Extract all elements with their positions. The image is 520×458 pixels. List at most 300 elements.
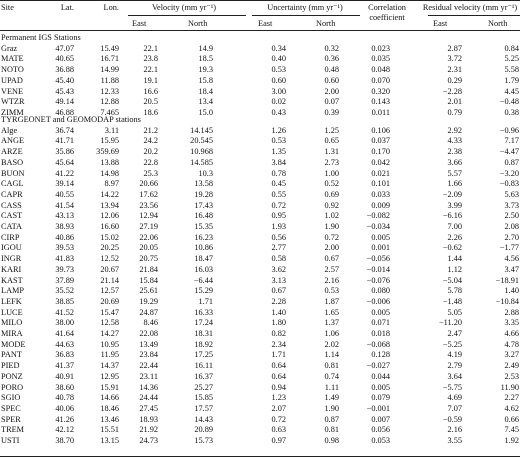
cell-lat: 35.86 bbox=[55, 147, 74, 157]
cell-site: NOTO bbox=[1, 65, 24, 75]
cell-velocity-north: 14.145 bbox=[190, 125, 213, 135]
header-uncertainty: Uncertainty (mm yr⁻¹) bbox=[267, 3, 343, 12]
cell-correlation: 0.053 bbox=[371, 436, 390, 445]
cell-lat: 38.00 bbox=[55, 318, 74, 328]
cell-lon: 12.57 bbox=[100, 286, 119, 296]
table-bottom-rule bbox=[0, 456, 520, 457]
cell-residual-north: 5.63 bbox=[504, 189, 519, 199]
cell-correlation: 0.080 bbox=[371, 286, 390, 296]
cell-uncertainty-east: 0.78 bbox=[271, 168, 286, 178]
cell-velocity-east: 18.6 bbox=[143, 107, 158, 117]
cell-lat: 37.89 bbox=[55, 275, 74, 285]
cell-uncertainty-east: 0.40 bbox=[271, 54, 286, 64]
cell-residual-east: 2.92 bbox=[447, 125, 462, 135]
cell-velocity-east: 18.93 bbox=[139, 414, 158, 424]
cell-lon: 15.95 bbox=[100, 136, 119, 146]
cell-site: KARI bbox=[1, 264, 22, 274]
cell-residual-east: 5.05 bbox=[447, 307, 462, 317]
cell-correlation: −0.068 bbox=[366, 339, 390, 349]
cell-correlation: −0.076 bbox=[366, 275, 390, 285]
cell-correlation: −0.056 bbox=[366, 254, 390, 264]
cell-uncertainty-east: 3.62 bbox=[271, 264, 286, 274]
cell-uncertainty-east: 1.35 bbox=[271, 147, 286, 157]
cell-lon: 20.67 bbox=[100, 264, 119, 274]
cell-uncertainty-north: 1.11 bbox=[324, 382, 339, 392]
cell-residual-north: 7.45 bbox=[504, 425, 519, 435]
cell-lon: 359.69 bbox=[96, 147, 119, 157]
cell-correlation: 0.023 bbox=[371, 43, 390, 53]
cell-residual-north: 2.27 bbox=[504, 393, 519, 403]
cell-uncertainty-north: 1.87 bbox=[324, 296, 339, 306]
cell-residual-north: 1.79 bbox=[504, 75, 519, 85]
cell-correlation: 0.044 bbox=[371, 371, 390, 381]
cell-lat: 49.14 bbox=[55, 97, 74, 107]
cell-velocity-north: 13.4 bbox=[198, 97, 213, 107]
cell-uncertainty-north: 0.74 bbox=[324, 371, 339, 381]
cell-lon: 14.22 bbox=[100, 189, 119, 199]
cell-residual-east: 4.69 bbox=[447, 393, 462, 403]
cell-correlation: 0.009 bbox=[371, 200, 390, 210]
cell-lat: 36.74 bbox=[55, 125, 74, 135]
cell-velocity-north: 20.89 bbox=[194, 425, 213, 435]
cell-velocity-east: 23.84 bbox=[139, 350, 158, 360]
cell-residual-north: 2.08 bbox=[504, 222, 519, 231]
cell-velocity-north: 16.48 bbox=[194, 211, 213, 221]
cell-residual-north: 3.27 bbox=[504, 350, 519, 360]
cell-residual-north: −1.77 bbox=[499, 243, 519, 253]
cell-velocity-north: 15.85 bbox=[194, 393, 213, 403]
cell-lon: 12.06 bbox=[100, 211, 119, 221]
cell-velocity-north: 10.3 bbox=[198, 168, 213, 178]
cell-residual-east: −2.09 bbox=[442, 189, 462, 199]
cell-velocity-north: 18.47 bbox=[194, 254, 213, 264]
header-residual-east: East bbox=[433, 19, 448, 28]
cell-residual-east: −5.25 bbox=[442, 339, 462, 349]
cell-velocity-east: 24.2 bbox=[143, 136, 158, 146]
cell-uncertainty-north: 0.53 bbox=[324, 286, 339, 296]
cell-residual-east: 4.33 bbox=[447, 136, 462, 146]
cell-uncertainty-east: 0.60 bbox=[271, 75, 286, 85]
residual-subrule bbox=[428, 15, 520, 16]
cell-velocity-east: 27.19 bbox=[139, 222, 158, 231]
cell-residual-east: 2.26 bbox=[447, 232, 462, 242]
cell-lat: 42.12 bbox=[55, 425, 74, 435]
section-title: TYRGEONET and GEOMODAP stations bbox=[1, 115, 141, 124]
cell-velocity-east: 25.61 bbox=[139, 286, 158, 296]
cell-velocity-east: 12.94 bbox=[139, 211, 158, 221]
cell-residual-north: 5.58 bbox=[504, 65, 519, 75]
cell-correlation: −0.014 bbox=[366, 264, 390, 274]
cell-velocity-east: 19.29 bbox=[139, 296, 158, 306]
cell-velocity-north: 18.5 bbox=[198, 54, 213, 64]
cell-lat: 38.93 bbox=[55, 222, 74, 231]
cell-site: USTI bbox=[1, 436, 20, 445]
cell-lon: 16.60 bbox=[100, 222, 119, 231]
cell-correlation: −0.082 bbox=[366, 211, 390, 221]
cell-correlation: 0.035 bbox=[371, 54, 390, 64]
cell-uncertainty-east: 1.23 bbox=[271, 393, 286, 403]
cell-velocity-north: 18.31 bbox=[194, 329, 213, 338]
cell-site: MILO bbox=[1, 318, 23, 328]
cell-velocity-north: 16.37 bbox=[194, 371, 213, 381]
cell-residual-east: −6.16 bbox=[442, 211, 462, 221]
cell-uncertainty-east: 0.56 bbox=[271, 232, 286, 242]
cell-residual-east: 2.16 bbox=[447, 425, 462, 435]
cell-velocity-north: 13.58 bbox=[194, 179, 213, 189]
cell-correlation: 0.021 bbox=[371, 168, 390, 178]
cell-lat: 45.64 bbox=[55, 157, 74, 167]
cell-uncertainty-north: 0.07 bbox=[324, 97, 339, 107]
cell-uncertainty-north: 0.60 bbox=[324, 75, 339, 85]
cell-velocity-east: 24.73 bbox=[139, 436, 158, 445]
cell-lon: 15.02 bbox=[100, 232, 119, 242]
cell-site: PANT bbox=[1, 350, 22, 360]
cell-residual-north: 5.25 bbox=[504, 54, 519, 64]
header-residual: Residual velocity (mm yr⁻¹) bbox=[422, 3, 518, 12]
header-velocity-east: East bbox=[132, 19, 147, 28]
cell-lon: 14.99 bbox=[100, 65, 119, 75]
cell-site: CIRP bbox=[1, 232, 20, 242]
cell-uncertainty-north: 1.14 bbox=[324, 350, 339, 360]
cell-uncertainty-north: 2.00 bbox=[324, 86, 339, 96]
cell-site: BASO bbox=[1, 157, 24, 167]
cell-lat: 41.71 bbox=[55, 136, 74, 146]
cell-residual-north: 2.49 bbox=[504, 361, 519, 371]
cell-uncertainty-north: 0.65 bbox=[324, 136, 339, 146]
header-correlation-line1: Correlation bbox=[368, 3, 406, 12]
cell-uncertainty-north: 1.00 bbox=[324, 168, 339, 178]
cell-lat: 41.22 bbox=[55, 168, 74, 178]
cell-residual-east: 0.29 bbox=[447, 75, 462, 85]
cell-correlation: −0.001 bbox=[366, 403, 390, 413]
cell-velocity-east: 22.06 bbox=[139, 232, 158, 242]
cell-residual-east: 5.57 bbox=[447, 168, 462, 178]
cell-residual-east: 3.99 bbox=[447, 200, 462, 210]
cell-velocity-north: 15.8 bbox=[198, 75, 213, 85]
cell-uncertainty-north: 0.98 bbox=[324, 436, 339, 445]
cell-residual-north: 2.70 bbox=[504, 232, 519, 242]
cell-correlation: 0.007 bbox=[371, 414, 390, 424]
cell-lat: 41.83 bbox=[55, 254, 74, 264]
cell-residual-north: 3.35 bbox=[504, 318, 519, 328]
cell-uncertainty-east: 1.26 bbox=[271, 125, 286, 135]
cell-correlation: 0.106 bbox=[371, 125, 390, 135]
cell-velocity-north: 19.3 bbox=[198, 65, 213, 75]
cell-residual-north: 0.66 bbox=[504, 414, 519, 424]
cell-lon: 3.11 bbox=[104, 125, 119, 135]
cell-uncertainty-north: 1.25 bbox=[324, 125, 339, 135]
cell-lat: 47.07 bbox=[55, 43, 74, 53]
cell-velocity-north: 20.545 bbox=[190, 136, 213, 146]
cell-lon: 18.46 bbox=[100, 403, 119, 413]
cell-velocity-north: 15.0 bbox=[198, 107, 213, 117]
cell-lon: 12.52 bbox=[100, 254, 119, 264]
cell-site: SPER bbox=[1, 414, 21, 424]
cell-velocity-north: 19.28 bbox=[194, 189, 213, 199]
cell-lon: 15.47 bbox=[100, 307, 119, 317]
cell-site: INGR bbox=[1, 254, 22, 264]
cell-residual-east: 5.78 bbox=[447, 286, 462, 296]
cell-uncertainty-east: 0.53 bbox=[271, 136, 286, 146]
cell-lat: 40.91 bbox=[55, 371, 74, 381]
cell-velocity-east: 24.44 bbox=[139, 393, 158, 403]
cell-velocity-north: −6.44 bbox=[193, 275, 213, 285]
cell-residual-east: 3.55 bbox=[447, 436, 462, 445]
cell-lon: 13.88 bbox=[100, 157, 119, 167]
cell-residual-east: 1.12 bbox=[447, 264, 462, 274]
cell-velocity-east: 24.87 bbox=[139, 307, 158, 317]
cell-uncertainty-east: 0.45 bbox=[271, 179, 286, 189]
cell-lon: 12.88 bbox=[100, 97, 119, 107]
cell-lon: 14.37 bbox=[100, 361, 119, 371]
cell-lat: 41.54 bbox=[55, 200, 74, 210]
cell-correlation: 0.037 bbox=[371, 136, 390, 146]
cell-velocity-north: 14.43 bbox=[194, 414, 213, 424]
cell-residual-north: 0.87 bbox=[504, 157, 519, 167]
cell-uncertainty-east: 0.55 bbox=[271, 189, 286, 199]
cell-site: TREM bbox=[1, 425, 25, 435]
cell-correlation: 0.011 bbox=[371, 107, 390, 117]
cell-lon: 14.27 bbox=[100, 329, 119, 338]
cell-site: CAST bbox=[1, 211, 23, 221]
cell-velocity-east: 22.8 bbox=[143, 157, 158, 167]
cell-residual-north: −10.84 bbox=[495, 296, 519, 306]
cell-residual-east: 2.79 bbox=[447, 361, 462, 371]
cell-velocity-east: 21.2 bbox=[143, 125, 158, 135]
cell-correlation: −0.034 bbox=[366, 222, 390, 231]
cell-uncertainty-east: 2.07 bbox=[271, 403, 286, 413]
cell-lon: 7.465 bbox=[100, 107, 119, 117]
cell-residual-east: −5.04 bbox=[442, 275, 462, 285]
table-top-rule bbox=[0, 0, 520, 1]
cell-uncertainty-north: 1.90 bbox=[324, 222, 339, 231]
cell-velocity-east: 20.05 bbox=[139, 243, 158, 253]
cell-velocity-east: 22.44 bbox=[139, 361, 158, 371]
cell-residual-north: 4.56 bbox=[504, 254, 519, 264]
cell-correlation: 0.005 bbox=[371, 232, 390, 242]
cell-residual-north: 0.84 bbox=[504, 43, 519, 53]
cell-velocity-east: 14.36 bbox=[139, 382, 158, 392]
cell-residual-east: −0.59 bbox=[442, 414, 462, 424]
header-velocity: Velocity (mm yr⁻¹) bbox=[151, 3, 216, 12]
cell-lat: 38.85 bbox=[55, 296, 74, 306]
cell-residual-east: −2.28 bbox=[442, 86, 462, 96]
cell-velocity-north: 16.23 bbox=[194, 232, 213, 242]
cell-uncertainty-east: 0.64 bbox=[271, 371, 286, 381]
cell-lat: 41.64 bbox=[55, 329, 74, 338]
cell-uncertainty-north: 0.69 bbox=[324, 189, 339, 199]
cell-site: Graz bbox=[1, 43, 18, 53]
cell-correlation: 0.056 bbox=[371, 425, 390, 435]
cell-site: MODE bbox=[1, 339, 26, 349]
cell-uncertainty-east: 3.00 bbox=[271, 86, 286, 96]
cell-lat: 41.26 bbox=[55, 414, 74, 424]
cell-site: PONZ bbox=[1, 371, 23, 381]
cell-velocity-north: 10.86 bbox=[194, 243, 213, 253]
cell-site: SGIO bbox=[1, 393, 21, 403]
cell-velocity-north: 17.43 bbox=[194, 200, 213, 210]
header-lat: Lat. bbox=[60, 3, 74, 12]
cell-site: ARZE bbox=[1, 147, 23, 157]
cell-velocity-north: 18.4 bbox=[198, 86, 213, 96]
cell-velocity-north: 17.24 bbox=[194, 318, 213, 328]
cell-residual-east: 7.07 bbox=[447, 403, 462, 413]
cell-site: PIED bbox=[1, 361, 20, 371]
cell-velocity-north: 15.73 bbox=[194, 436, 213, 445]
cell-residual-north: 7.17 bbox=[504, 136, 519, 146]
cell-uncertainty-north: 2.02 bbox=[324, 339, 339, 349]
cell-correlation: 0.001 bbox=[371, 243, 390, 253]
cell-residual-north: 1.40 bbox=[504, 286, 519, 296]
cell-uncertainty-north: 1.90 bbox=[324, 403, 339, 413]
cell-residual-east: 3.66 bbox=[447, 157, 462, 167]
cell-residual-north: 2.53 bbox=[504, 371, 519, 381]
cell-site: LEFK bbox=[1, 296, 22, 306]
cell-site: WTZR bbox=[1, 97, 25, 107]
cell-velocity-north: 15.29 bbox=[194, 286, 213, 296]
cell-site: MATE bbox=[1, 54, 24, 64]
cell-uncertainty-north: 0.48 bbox=[324, 65, 339, 75]
cell-residual-north: −4.47 bbox=[499, 147, 519, 157]
cell-lat: 38.70 bbox=[55, 436, 74, 445]
cell-uncertainty-north: 1.02 bbox=[324, 211, 339, 221]
cell-residual-north: 0.38 bbox=[504, 107, 519, 117]
cell-site: ZIMM bbox=[1, 107, 24, 117]
cell-residual-east: 3.72 bbox=[447, 54, 462, 64]
cell-velocity-north: 16.33 bbox=[194, 307, 213, 317]
cell-residual-north: 3.73 bbox=[504, 200, 519, 210]
cell-residual-north: 1.92 bbox=[504, 436, 519, 445]
cell-site: LUCE bbox=[1, 307, 23, 317]
cell-lon: 14.66 bbox=[100, 393, 119, 403]
cell-velocity-east: 20.5 bbox=[143, 97, 158, 107]
cell-uncertainty-east: 0.43 bbox=[271, 107, 286, 117]
cell-residual-east: 2.01 bbox=[447, 97, 462, 107]
cell-lon: 20.69 bbox=[100, 296, 119, 306]
cell-velocity-east: 8.46 bbox=[143, 318, 158, 328]
cell-lat: 43.13 bbox=[55, 211, 74, 221]
cell-uncertainty-east: 1.80 bbox=[271, 318, 286, 328]
cell-uncertainty-north: 2.57 bbox=[324, 264, 339, 274]
cell-lat: 44.63 bbox=[55, 339, 74, 349]
cell-velocity-east: 22.1 bbox=[143, 43, 158, 53]
header-correlation-line2: coefficient bbox=[369, 13, 405, 22]
header-bottom-rule bbox=[0, 30, 520, 31]
cell-velocity-east: 22.1 bbox=[143, 65, 158, 75]
cell-correlation: 0.170 bbox=[371, 147, 390, 157]
cell-uncertainty-north: 1.49 bbox=[324, 393, 339, 403]
cell-lat: 40.06 bbox=[55, 403, 74, 413]
cell-correlation: −0.027 bbox=[366, 361, 390, 371]
cell-correlation: 0.320 bbox=[371, 86, 390, 96]
cell-site: SPEC bbox=[1, 403, 21, 413]
cell-lat: 45.40 bbox=[55, 75, 74, 85]
cell-uncertainty-north: 0.72 bbox=[324, 232, 339, 242]
cell-lon: 15.51 bbox=[100, 425, 119, 435]
cell-uncertainty-east: 3.84 bbox=[271, 157, 286, 167]
cell-residual-north: 3.47 bbox=[504, 264, 519, 274]
section-title: Permanent IGS Stations bbox=[1, 33, 81, 42]
cell-uncertainty-east: 0.53 bbox=[271, 65, 286, 75]
cell-uncertainty-east: 1.40 bbox=[271, 307, 286, 317]
cell-residual-north: −18.91 bbox=[495, 275, 519, 285]
cell-lat: 36.88 bbox=[55, 65, 74, 75]
cell-uncertainty-east: 0.95 bbox=[271, 211, 286, 221]
cell-uncertainty-north: 1.31 bbox=[324, 147, 339, 157]
cell-velocity-east: 13.49 bbox=[139, 339, 158, 349]
cell-uncertainty-east: 0.94 bbox=[271, 382, 286, 392]
cell-residual-east: −1.48 bbox=[442, 296, 462, 306]
cell-site: VENE bbox=[1, 86, 24, 96]
cell-residual-north: 2.50 bbox=[504, 211, 519, 221]
cell-lat: 40.55 bbox=[55, 189, 74, 199]
cell-uncertainty-east: 2.77 bbox=[271, 243, 286, 253]
cell-velocity-north: 16.11 bbox=[194, 361, 213, 371]
cell-site: CATA bbox=[1, 222, 23, 231]
cell-residual-east: 2.47 bbox=[447, 329, 462, 338]
cell-uncertainty-east: 2.34 bbox=[271, 339, 286, 349]
cell-lat: 45.43 bbox=[55, 86, 74, 96]
cell-lon: 12.33 bbox=[100, 86, 119, 96]
cell-velocity-east: 23.56 bbox=[139, 200, 158, 210]
cell-residual-east: 0.79 bbox=[447, 107, 462, 117]
cell-velocity-east: 21.92 bbox=[139, 425, 158, 435]
cell-correlation: 0.018 bbox=[371, 329, 390, 338]
cell-site: LAMP bbox=[1, 286, 25, 296]
cell-velocity-north: 10.968 bbox=[190, 147, 213, 157]
cell-lon: 14.98 bbox=[100, 168, 119, 178]
cell-uncertainty-north: 0.87 bbox=[324, 414, 339, 424]
cell-site: BUON bbox=[1, 168, 25, 178]
cell-lon: 12.95 bbox=[100, 371, 119, 381]
cell-uncertainty-north: 2.00 bbox=[324, 243, 339, 253]
cell-uncertainty-east: 0.34 bbox=[271, 43, 286, 53]
cell-lon: 12.58 bbox=[100, 318, 119, 328]
cell-lat: 46.88 bbox=[55, 107, 74, 117]
cell-uncertainty-north: 0.39 bbox=[324, 107, 339, 117]
cell-lat: 39.53 bbox=[55, 243, 74, 253]
cell-uncertainty-north: 0.92 bbox=[324, 200, 339, 210]
cell-lat: 36.83 bbox=[55, 350, 74, 360]
cell-uncertainty-east: 1.71 bbox=[271, 350, 286, 360]
cell-residual-east: 7.00 bbox=[447, 222, 462, 231]
cell-residual-north: −0.96 bbox=[499, 125, 519, 135]
cell-uncertainty-east: 0.72 bbox=[271, 200, 286, 210]
cell-uncertainty-north: 2.73 bbox=[324, 157, 339, 167]
cell-correlation: 0.079 bbox=[371, 393, 390, 403]
cell-site: CAGL bbox=[1, 179, 24, 189]
uncertainty-subrule bbox=[252, 15, 360, 16]
cell-lon: 10.95 bbox=[100, 339, 119, 349]
cell-uncertainty-north: 1.65 bbox=[324, 307, 339, 317]
cell-uncertainty-east: 0.97 bbox=[271, 436, 286, 445]
cell-velocity-east: 17.62 bbox=[139, 189, 158, 199]
cell-residual-north: 2.88 bbox=[504, 307, 519, 317]
cell-lat: 41.52 bbox=[55, 307, 74, 317]
cell-residual-east: 2.87 bbox=[447, 43, 462, 53]
cell-residual-east: −5.75 bbox=[442, 382, 462, 392]
cell-velocity-east: 21.84 bbox=[139, 264, 158, 274]
cell-velocity-east: 20.66 bbox=[139, 179, 158, 189]
cell-lat: 39.14 bbox=[55, 179, 74, 189]
cell-residual-north: −0.48 bbox=[499, 97, 519, 107]
cell-residual-north: 4.62 bbox=[504, 403, 519, 413]
cell-uncertainty-east: 0.02 bbox=[271, 97, 286, 107]
cell-correlation: 0.128 bbox=[371, 350, 390, 360]
cell-lat: 38.60 bbox=[55, 382, 74, 392]
header-site: Site bbox=[1, 3, 14, 12]
cell-correlation: −0.006 bbox=[366, 296, 390, 306]
